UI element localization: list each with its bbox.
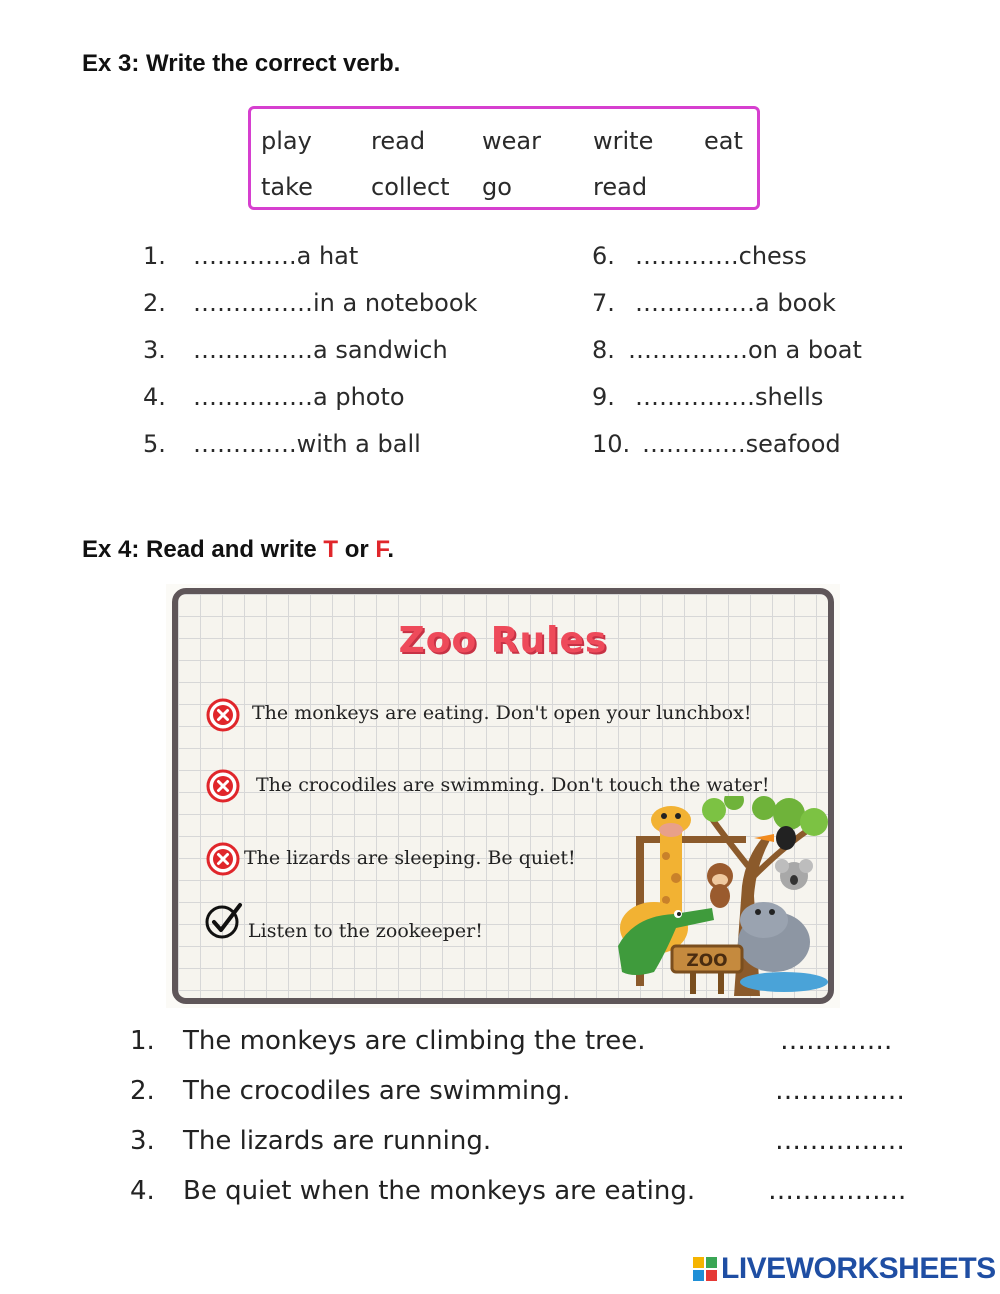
zoo-rule-4: Listen to the zookeeper! bbox=[248, 920, 483, 942]
liveworksheets-logo-text: LIVEWORKSHEETS bbox=[721, 1252, 996, 1285]
item-text: ……………a sandwich bbox=[193, 336, 448, 364]
word-bank-item: take bbox=[261, 173, 313, 201]
item-number: 2. bbox=[143, 289, 166, 317]
item-number: 7. bbox=[592, 289, 615, 317]
zoo-rule-2: The crocodiles are swimming. Don't touch the water! bbox=[256, 774, 770, 796]
item-text: ……………shells bbox=[635, 383, 824, 411]
tf-item-text: The lizards are running. bbox=[183, 1126, 492, 1156]
item-number: 5. bbox=[143, 430, 166, 458]
check-circle-icon bbox=[204, 900, 244, 940]
tf-answer-blank[interactable]: …………… bbox=[775, 1076, 905, 1106]
zoo-animals-illustration bbox=[614, 796, 834, 1000]
word-bank-item: play bbox=[261, 127, 312, 155]
item-text: ………….chess bbox=[635, 242, 807, 270]
word-bank-item: write bbox=[593, 127, 654, 155]
liveworksheets-logo-icon bbox=[693, 1257, 717, 1281]
word-bank-item: read bbox=[593, 173, 648, 201]
ex4-heading-prefix: Ex 4: Read and write bbox=[82, 536, 324, 563]
item-text: ……………a book bbox=[635, 289, 836, 317]
word-bank-item: go bbox=[482, 173, 512, 201]
zoo-sign-text: ZOO bbox=[686, 951, 728, 971]
item-number: 9. bbox=[592, 383, 615, 411]
tf-item-text: The monkeys are climbing the tree. bbox=[183, 1026, 646, 1056]
tf-item-number: 2. bbox=[130, 1076, 155, 1106]
item-number: 1. bbox=[143, 242, 166, 270]
tf-item-number: 1. bbox=[130, 1026, 155, 1056]
tf-item-number: 3. bbox=[130, 1126, 155, 1156]
ex4-heading-t: T bbox=[323, 536, 339, 563]
zoo-rules-title: Zoo Rules bbox=[398, 620, 608, 661]
item-text: ……………on a boat bbox=[628, 336, 862, 364]
ex4-heading-end: . bbox=[387, 536, 395, 563]
item-number: 10. bbox=[592, 430, 631, 458]
word-bank-item: collect bbox=[371, 173, 450, 201]
ex4-heading bbox=[82, 536, 394, 564]
item-number: 4. bbox=[143, 383, 166, 411]
tf-item-text: Be quiet when the monkeys are eating. bbox=[183, 1176, 696, 1206]
item-number: 6. bbox=[592, 242, 615, 270]
zoo-rules-card bbox=[172, 588, 834, 1004]
tf-item-text: The crocodiles are swimming. bbox=[183, 1076, 571, 1106]
ex4-heading-f: F bbox=[375, 536, 388, 563]
ex4-heading-or: or bbox=[338, 536, 376, 563]
tf-answer-blank[interactable]: ……………. bbox=[768, 1176, 907, 1206]
tf-item-number: 4. bbox=[130, 1176, 155, 1206]
zoo-rule-3: The lizards are sleeping. Be quiet! bbox=[244, 847, 576, 869]
word-bank-item: read bbox=[371, 127, 426, 155]
item-text: ………….seafood bbox=[642, 430, 841, 458]
item-text: ……………in a notebook bbox=[193, 289, 478, 317]
item-text: ………….with a ball bbox=[193, 430, 421, 458]
item-text: ………….a hat bbox=[193, 242, 359, 270]
ex3-heading: Ex 3: Write the correct verb. bbox=[82, 50, 401, 77]
item-text: ……………a photo bbox=[193, 383, 405, 411]
word-bank-item: wear bbox=[482, 127, 541, 155]
zoo-rule-1: The monkeys are eating. Don't open your lunchbox! bbox=[252, 702, 752, 724]
tf-answer-blank[interactable]: …………. bbox=[780, 1026, 893, 1056]
x-circle-icon bbox=[206, 842, 240, 876]
item-number: 3. bbox=[143, 336, 166, 364]
word-box bbox=[248, 106, 760, 210]
zoo-rules-image bbox=[166, 584, 840, 1008]
word-bank-item: eat bbox=[704, 127, 743, 155]
x-circle-icon bbox=[206, 769, 240, 803]
item-number: 8. bbox=[592, 336, 615, 364]
tf-answer-blank[interactable]: …………… bbox=[775, 1126, 905, 1156]
x-circle-icon bbox=[206, 698, 240, 732]
